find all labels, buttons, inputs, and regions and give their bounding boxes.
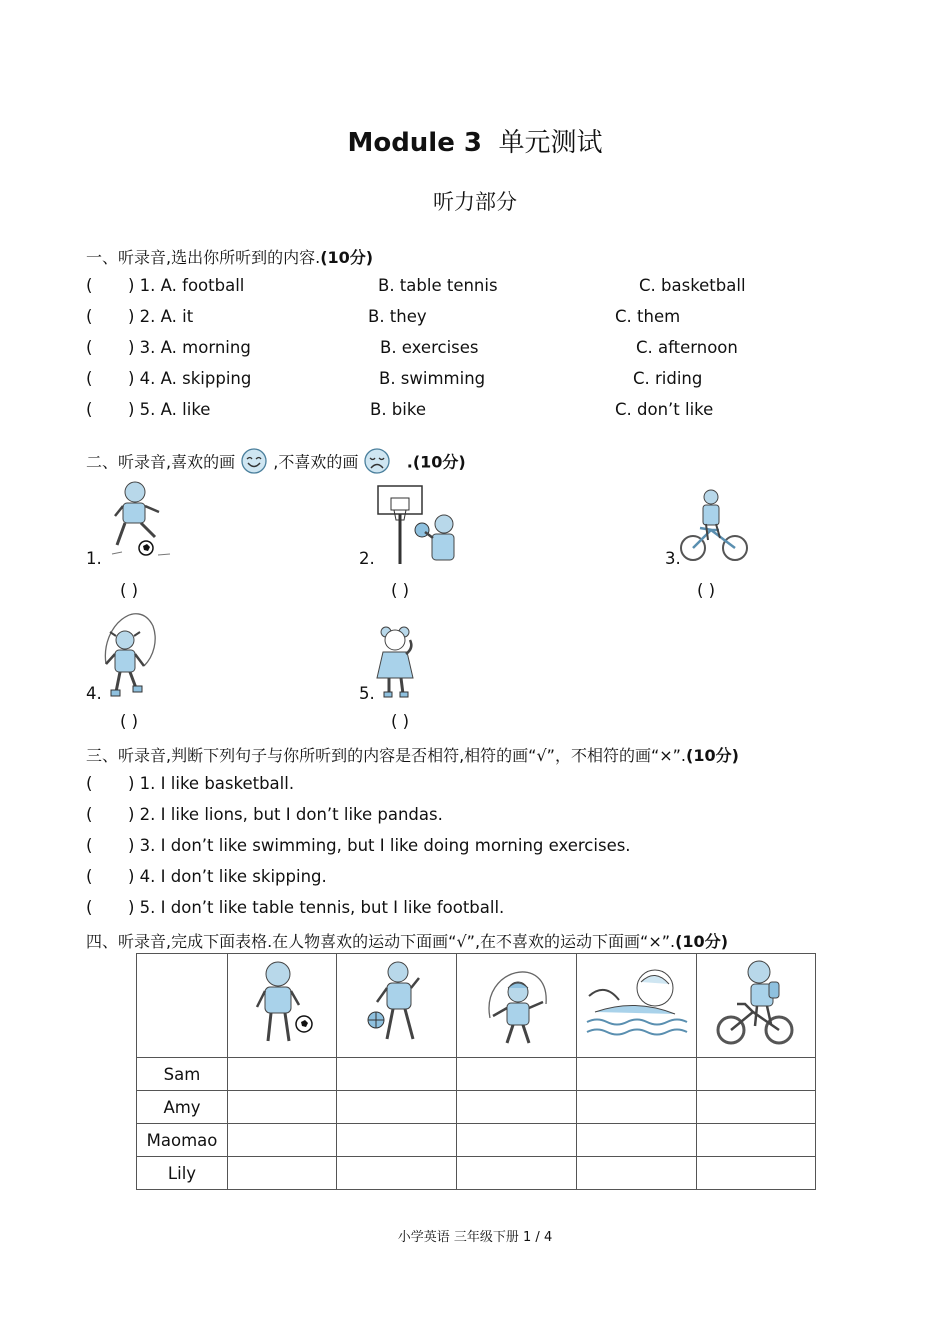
section-1-points: (10分) xyxy=(320,248,374,267)
answer-paren[interactable]: ( xyxy=(86,369,93,388)
table-row xyxy=(137,1157,816,1190)
football-boy-icon xyxy=(242,958,322,1050)
answer-paren[interactable]: ( xyxy=(86,400,93,419)
table-answer-cell[interactable] xyxy=(457,1058,577,1091)
table-name-cell: Amy xyxy=(137,1091,228,1124)
title-unit-test: 单元测试 xyxy=(498,128,603,158)
s1-q3-option-c: C. afternoon xyxy=(636,338,738,357)
s1-q4: ) 4. A. skipping xyxy=(128,369,252,388)
table-answer-cell[interactable] xyxy=(457,1157,577,1190)
page-footer: 小学英语 三年级下册 1 / 4 xyxy=(397,1230,553,1245)
s1-q1: ) 1. A. football xyxy=(128,276,245,295)
table-row xyxy=(137,1124,816,1157)
football-boy-picture xyxy=(108,478,176,564)
table-answer-cell[interactable] xyxy=(337,1091,457,1124)
s1-q3-option-b: B. exercises xyxy=(380,338,479,357)
thinking-girl-picture xyxy=(374,622,420,700)
table-answer-cell[interactable] xyxy=(228,1058,337,1091)
table-name-cell: Maomao xyxy=(137,1124,228,1157)
table-row xyxy=(137,1091,816,1124)
table-corner-cell xyxy=(137,954,228,1058)
table-answer-cell[interactable] xyxy=(457,1091,577,1124)
table-name-cell: Lily xyxy=(137,1157,228,1190)
table-answer-cell[interactable] xyxy=(577,1058,697,1091)
table-answer-cell[interactable] xyxy=(577,1091,697,1124)
s3-sentence-4: ) 4. I don’t like skipping. xyxy=(128,867,327,886)
s1-q2: ) 2. A. it xyxy=(128,307,194,326)
answer-paren[interactable]: ( xyxy=(86,836,93,855)
table-answer-cell[interactable] xyxy=(697,1124,816,1157)
table-name-cell: Sam xyxy=(137,1058,228,1091)
section-4-heading xyxy=(86,929,728,952)
s1-q4-option-b: B. swimming xyxy=(379,369,486,388)
section-2-text-a: 二、听录音,喜欢的画 xyxy=(86,452,236,472)
s1-q1-option-c: C. basketball xyxy=(639,276,746,295)
skipping-boy-icon xyxy=(480,958,554,1050)
picture-number-3: 3. xyxy=(665,549,681,568)
table-answer-cell[interactable] xyxy=(337,1157,457,1190)
section-1-text: 一、听录音,选出你所听到的内容. xyxy=(86,248,321,267)
table-answer-cell[interactable] xyxy=(337,1124,457,1157)
answer-paren-2[interactable]: ( ) xyxy=(391,581,410,600)
picture-number-1: 1. xyxy=(86,549,102,568)
table-answer-cell[interactable] xyxy=(337,1058,457,1091)
listening-section-title: 听力部分 xyxy=(433,190,517,214)
table-header-row xyxy=(137,954,816,1058)
picture-number-2: 2. xyxy=(359,549,375,568)
s1-q5-option-c: C. don’t like xyxy=(615,400,714,419)
s1-q5: ) 5. A. like xyxy=(128,400,211,419)
answer-paren[interactable]: ( xyxy=(86,276,93,295)
sad-face-icon xyxy=(363,447,391,479)
table-answer-cell[interactable] xyxy=(457,1124,577,1157)
s3-sentence-2: ) 2. I like lions, but I don’t like pandas. xyxy=(128,805,443,824)
table-picture-skipping xyxy=(457,954,577,1058)
answer-paren[interactable]: ( xyxy=(86,898,93,917)
section-3-heading xyxy=(86,743,739,766)
s1-q1-option-b: B. table tennis xyxy=(378,276,498,295)
s1-q2-option-c: C. them xyxy=(615,307,681,326)
s3-sentence-5: ) 5. I don’t like table tennis, but I like football. xyxy=(128,898,505,917)
answer-paren-1[interactable]: ( ) xyxy=(120,581,139,600)
s1-q5-option-b: B. bike xyxy=(370,400,426,419)
section-2-points: .(10分) xyxy=(406,452,466,472)
page-title xyxy=(0,122,950,159)
table-answer-cell[interactable] xyxy=(228,1124,337,1157)
cycling-boy-picture xyxy=(680,488,750,564)
section-3-text: 三、听录音,判断下列句子与你所听到的内容是否相符,相符的画“√”，不相符的画“×”. xyxy=(86,746,687,765)
section-1-heading xyxy=(86,245,373,268)
table-answer-cell[interactable] xyxy=(697,1091,816,1124)
section-4-points: (10分) xyxy=(675,932,729,951)
table-picture-basketball xyxy=(337,954,457,1058)
title-module: Module 3 xyxy=(347,128,482,158)
basketball-boy-icon xyxy=(362,958,432,1050)
s1-q3: ) 3. A. morning xyxy=(128,338,251,357)
table-answer-cell[interactable] xyxy=(697,1058,816,1091)
answer-paren[interactable]: ( xyxy=(86,867,93,886)
table-answer-cell[interactable] xyxy=(697,1157,816,1190)
table-picture-football xyxy=(228,954,337,1058)
smile-face-icon xyxy=(240,447,268,479)
table-answer-cell[interactable] xyxy=(577,1157,697,1190)
section-2-heading xyxy=(86,447,466,479)
basketball-boy-picture xyxy=(376,484,460,566)
sports-preference-table xyxy=(136,953,816,1190)
table-row xyxy=(137,1058,816,1091)
answer-paren[interactable]: ( xyxy=(86,307,93,326)
table-answer-cell[interactable] xyxy=(228,1157,337,1190)
table-answer-cell[interactable] xyxy=(228,1091,337,1124)
table-picture-swimming xyxy=(577,954,697,1058)
answer-paren-3[interactable]: ( ) xyxy=(697,581,716,600)
answer-paren[interactable]: ( xyxy=(86,805,93,824)
table-answer-cell[interactable] xyxy=(577,1124,697,1157)
section-4-text: 四、听录音,完成下面表格.在人物喜欢的运动下面画“√”,在不喜欢的运动下面画“×”. xyxy=(86,932,676,951)
s1-q2-option-b: B. they xyxy=(368,307,427,326)
s3-sentence-3: ) 3. I don’t like swimming, but I like doing morning exercises. xyxy=(128,836,631,855)
answer-paren-4[interactable]: ( ) xyxy=(120,712,139,731)
section-3-points: (10分) xyxy=(686,746,739,765)
s1-q4-option-c: C. riding xyxy=(633,369,703,388)
picture-number-4: 4. xyxy=(86,684,102,703)
skipping-girl-picture xyxy=(98,606,160,700)
cycling-boy-icon xyxy=(713,958,799,1050)
answer-paren-5[interactable]: ( ) xyxy=(391,712,410,731)
picture-number-5: 5. xyxy=(359,684,375,703)
swimming-person-icon xyxy=(585,962,689,1046)
section-2-text-b: ,不喜欢的画 xyxy=(273,452,359,472)
answer-paren[interactable]: ( xyxy=(86,338,93,357)
s3-sentence-1: ) 1. I like basketball. xyxy=(128,774,295,793)
table-picture-cycling xyxy=(697,954,816,1058)
answer-paren[interactable]: ( xyxy=(86,774,93,793)
